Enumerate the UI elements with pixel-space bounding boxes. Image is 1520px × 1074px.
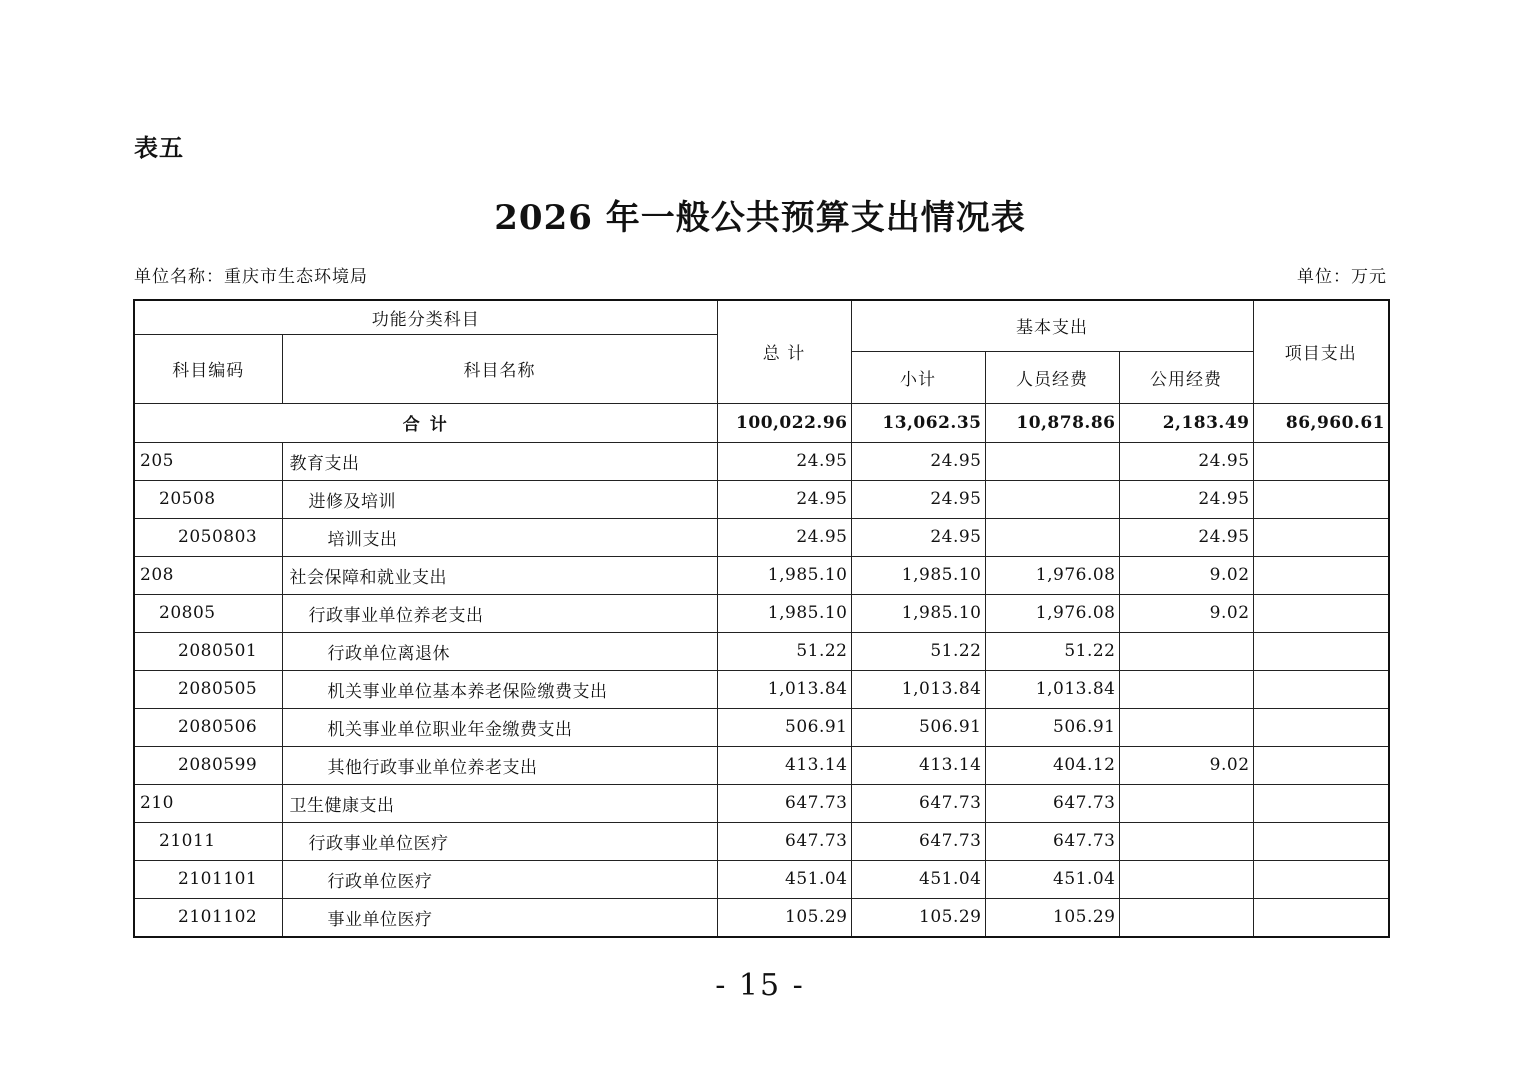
personnel-cost-cell: 1,976.08 bbox=[985, 556, 1119, 594]
project-expenditure-cell bbox=[1253, 518, 1389, 556]
header-function-category: 功能分类科目 bbox=[134, 300, 717, 334]
subject-name-cell: 行政单位离退休 bbox=[282, 632, 717, 670]
project-expenditure-cell bbox=[1253, 746, 1389, 784]
subtotal-cell: 647.73 bbox=[851, 784, 985, 822]
subject-name-cell: 事业单位医疗 bbox=[282, 898, 717, 937]
personnel-cost-cell: 451.04 bbox=[985, 860, 1119, 898]
personnel-cost-cell: 105.29 bbox=[985, 898, 1119, 937]
subject-code-cell: 20508 bbox=[134, 480, 282, 518]
header-subject-code: 科目编码 bbox=[134, 334, 282, 403]
total-cell-subtotal: 13,062.35 bbox=[851, 403, 985, 442]
total-cell: 506.91 bbox=[717, 708, 851, 746]
table-row bbox=[134, 480, 1389, 518]
subtotal-cell: 451.04 bbox=[851, 860, 985, 898]
project-expenditure-cell bbox=[1253, 442, 1389, 480]
total-cell-total: 100,022.96 bbox=[717, 403, 851, 442]
subtotal-cell: 506.91 bbox=[851, 708, 985, 746]
total-cell: 24.95 bbox=[717, 480, 851, 518]
document-title: 2026 年一般公共预算支出情况表 bbox=[494, 198, 1026, 238]
public-cost-cell bbox=[1119, 860, 1253, 898]
public-cost-cell bbox=[1119, 632, 1253, 670]
subject-name-cell: 社会保障和就业支出 bbox=[282, 556, 717, 594]
project-expenditure-cell bbox=[1253, 860, 1389, 898]
table-row bbox=[134, 442, 1389, 480]
public-cost-cell: 9.02 bbox=[1119, 746, 1253, 784]
subject-name-cell: 机关事业单位基本养老保险缴费支出 bbox=[282, 670, 717, 708]
project-expenditure-cell bbox=[1253, 708, 1389, 746]
subject-name-cell: 行政单位医疗 bbox=[282, 860, 717, 898]
total-cell: 1,985.10 bbox=[717, 594, 851, 632]
subtotal-cell: 24.95 bbox=[851, 518, 985, 556]
subject-code-cell: 208 bbox=[134, 556, 282, 594]
table-body bbox=[134, 403, 1389, 937]
subject-code-cell: 210 bbox=[134, 784, 282, 822]
subject-name-cell: 培训支出 bbox=[282, 518, 717, 556]
total-row bbox=[134, 403, 1389, 442]
project-expenditure-cell bbox=[1253, 822, 1389, 860]
personnel-cost-cell: 647.73 bbox=[985, 822, 1119, 860]
personnel-cost-cell: 506.91 bbox=[985, 708, 1119, 746]
public-cost-cell bbox=[1119, 784, 1253, 822]
subject-code-cell: 2080501 bbox=[134, 632, 282, 670]
subject-name-cell: 进修及培训 bbox=[282, 480, 717, 518]
unit-name: 单位名称：重庆市生态环境局 bbox=[134, 267, 368, 287]
project-expenditure-cell bbox=[1253, 480, 1389, 518]
subtotal-cell: 51.22 bbox=[851, 632, 985, 670]
header-subject-name: 科目名称 bbox=[282, 334, 717, 403]
subject-code-cell: 2080506 bbox=[134, 708, 282, 746]
subject-code-cell: 2101102 bbox=[134, 898, 282, 937]
total-cell: 24.95 bbox=[717, 518, 851, 556]
table-row bbox=[134, 632, 1389, 670]
subtotal-cell: 24.95 bbox=[851, 480, 985, 518]
table-label: 表五 bbox=[134, 134, 184, 162]
budget-table bbox=[133, 299, 1390, 938]
subject-code-cell: 20805 bbox=[134, 594, 282, 632]
subject-code-cell: 21011 bbox=[134, 822, 282, 860]
table-row bbox=[134, 784, 1389, 822]
table-row bbox=[134, 518, 1389, 556]
project-expenditure-cell bbox=[1253, 556, 1389, 594]
header-total: 总 计 bbox=[717, 300, 851, 403]
subtotal-cell: 647.73 bbox=[851, 822, 985, 860]
personnel-cost-cell bbox=[985, 518, 1119, 556]
total-cell-personnel: 10,878.86 bbox=[985, 403, 1119, 442]
subtotal-cell: 105.29 bbox=[851, 898, 985, 937]
subject-name-cell: 行政事业单位医疗 bbox=[282, 822, 717, 860]
project-expenditure-cell bbox=[1253, 670, 1389, 708]
public-cost-cell bbox=[1119, 670, 1253, 708]
public-cost-cell: 24.95 bbox=[1119, 480, 1253, 518]
public-cost-cell bbox=[1119, 708, 1253, 746]
header-basic-expenditure: 基本支出 bbox=[851, 300, 1253, 351]
total-cell: 413.14 bbox=[717, 746, 851, 784]
subject-name-cell: 其他行政事业单位养老支出 bbox=[282, 746, 717, 784]
table-row bbox=[134, 556, 1389, 594]
table-row bbox=[134, 594, 1389, 632]
subject-code-cell: 2050803 bbox=[134, 518, 282, 556]
public-cost-cell: 24.95 bbox=[1119, 442, 1253, 480]
subtotal-cell: 24.95 bbox=[851, 442, 985, 480]
table-row bbox=[134, 708, 1389, 746]
public-cost-cell: 9.02 bbox=[1119, 594, 1253, 632]
total-cell: 647.73 bbox=[717, 784, 851, 822]
personnel-cost-cell: 647.73 bbox=[985, 784, 1119, 822]
currency-unit: 单位：万元 bbox=[1297, 267, 1387, 287]
subject-code-cell: 2080505 bbox=[134, 670, 282, 708]
total-cell-project: 86,960.61 bbox=[1253, 403, 1389, 442]
public-cost-cell: 9.02 bbox=[1119, 556, 1253, 594]
project-expenditure-cell bbox=[1253, 632, 1389, 670]
header-project-expenditure: 项目支出 bbox=[1253, 300, 1389, 403]
personnel-cost-cell bbox=[985, 480, 1119, 518]
header-personnel-cost: 人员经费 bbox=[985, 351, 1119, 403]
table-row bbox=[134, 670, 1389, 708]
total-cell: 105.29 bbox=[717, 898, 851, 937]
project-expenditure-cell bbox=[1253, 594, 1389, 632]
page-number: - 15 - bbox=[715, 968, 805, 1003]
subtotal-cell: 413.14 bbox=[851, 746, 985, 784]
table-row bbox=[134, 860, 1389, 898]
personnel-cost-cell: 1,976.08 bbox=[985, 594, 1119, 632]
personnel-cost-cell bbox=[985, 442, 1119, 480]
total-cell-public: 2,183.49 bbox=[1119, 403, 1253, 442]
project-expenditure-cell bbox=[1253, 784, 1389, 822]
header-subtotal: 小计 bbox=[851, 351, 985, 403]
project-expenditure-cell bbox=[1253, 898, 1389, 937]
personnel-cost-cell: 404.12 bbox=[985, 746, 1119, 784]
subject-code-cell: 2101101 bbox=[134, 860, 282, 898]
subtotal-cell: 1,985.10 bbox=[851, 556, 985, 594]
public-cost-cell: 24.95 bbox=[1119, 518, 1253, 556]
header-public-cost: 公用经费 bbox=[1119, 351, 1253, 403]
subject-code-cell: 2080599 bbox=[134, 746, 282, 784]
table-row bbox=[134, 822, 1389, 860]
total-label: 合 计 bbox=[134, 403, 717, 442]
personnel-cost-cell: 51.22 bbox=[985, 632, 1119, 670]
public-cost-cell bbox=[1119, 822, 1253, 860]
subject-name-cell: 机关事业单位职业年金缴费支出 bbox=[282, 708, 717, 746]
personnel-cost-cell: 1,013.84 bbox=[985, 670, 1119, 708]
subject-name-cell: 行政事业单位养老支出 bbox=[282, 594, 717, 632]
total-cell: 451.04 bbox=[717, 860, 851, 898]
subject-code-cell: 205 bbox=[134, 442, 282, 480]
subject-name-cell: 教育支出 bbox=[282, 442, 717, 480]
table-row bbox=[134, 746, 1389, 784]
total-cell: 24.95 bbox=[717, 442, 851, 480]
subject-name-cell: 卫生健康支出 bbox=[282, 784, 717, 822]
subtotal-cell: 1,985.10 bbox=[851, 594, 985, 632]
table-header bbox=[134, 300, 1389, 403]
table-row bbox=[134, 898, 1389, 937]
subtotal-cell: 1,013.84 bbox=[851, 670, 985, 708]
public-cost-cell bbox=[1119, 898, 1253, 937]
total-cell: 1,985.10 bbox=[717, 556, 851, 594]
total-cell: 51.22 bbox=[717, 632, 851, 670]
total-cell: 1,013.84 bbox=[717, 670, 851, 708]
total-cell: 647.73 bbox=[717, 822, 851, 860]
